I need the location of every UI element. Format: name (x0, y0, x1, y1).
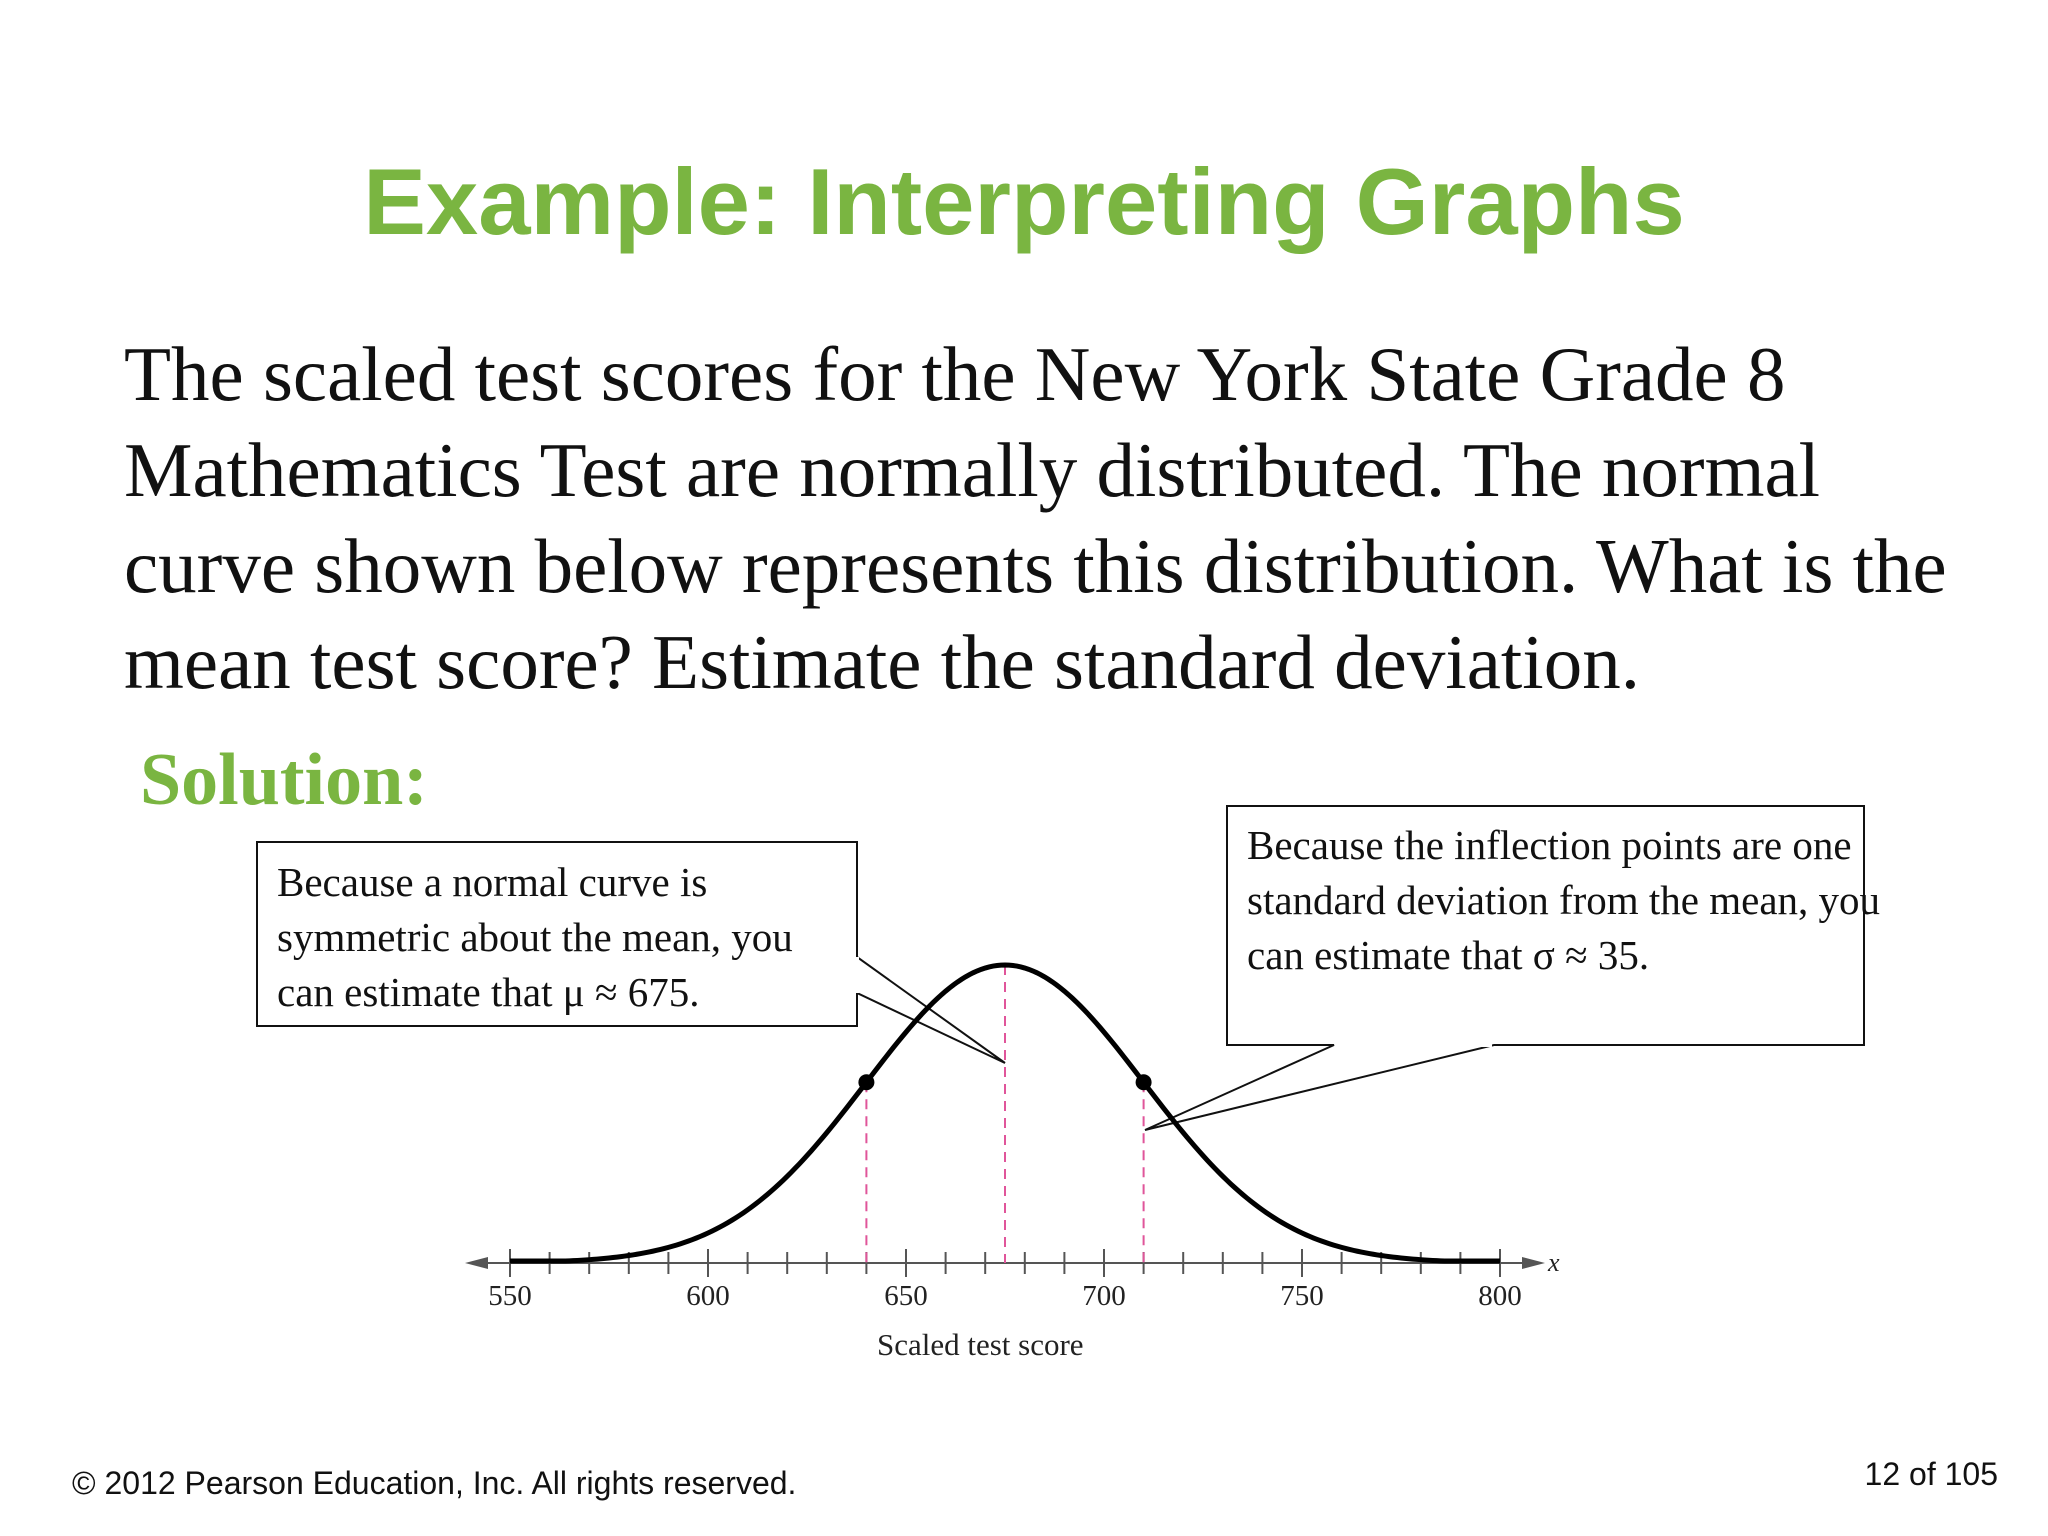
tick-label-550: 550 (488, 1280, 532, 1312)
tick-label-800: 800 (1478, 1280, 1522, 1312)
tick-label-750: 750 (1280, 1280, 1324, 1312)
tick-labels (488, 1280, 1522, 1312)
copyright-notice: © 2012 Pearson Education, Inc. All rights reserved. (72, 1465, 797, 1501)
callout-sigma-text: Because the inflection points are one standard deviation from the mean, you can estimate that σ ≈ 35. (1247, 822, 1881, 978)
x-axis-left-arrow (465, 1257, 488, 1269)
question-text: The scaled test scores for the New York State Grade 8 Mathematics Test are normally distributed. The normal curve shown below represents this distribution. What is the mean test score? Estimate the standard deviation. (124, 331, 1947, 705)
solution-label: Solution: (140, 739, 428, 821)
inflection-point (1136, 1074, 1152, 1090)
inflection-point (858, 1074, 874, 1090)
tick-label-700: 700 (1082, 1280, 1126, 1312)
tick-label-600: 600 (686, 1280, 730, 1312)
x-axis-title: Scaled test score (876, 1327, 1084, 1362)
x-axis-variable: x (1548, 1248, 1560, 1277)
callout-mean-text: Because a normal curve is symmetric about the mean, you can estimate that μ ≈ 675. (277, 859, 793, 1015)
slide-title: Example: Interpreting Graphs (363, 149, 1685, 254)
tick-label-650: 650 (884, 1280, 928, 1312)
page-indicator: 12 of 105 (1864, 1456, 1998, 1492)
x-axis-right-arrow (1522, 1257, 1545, 1269)
